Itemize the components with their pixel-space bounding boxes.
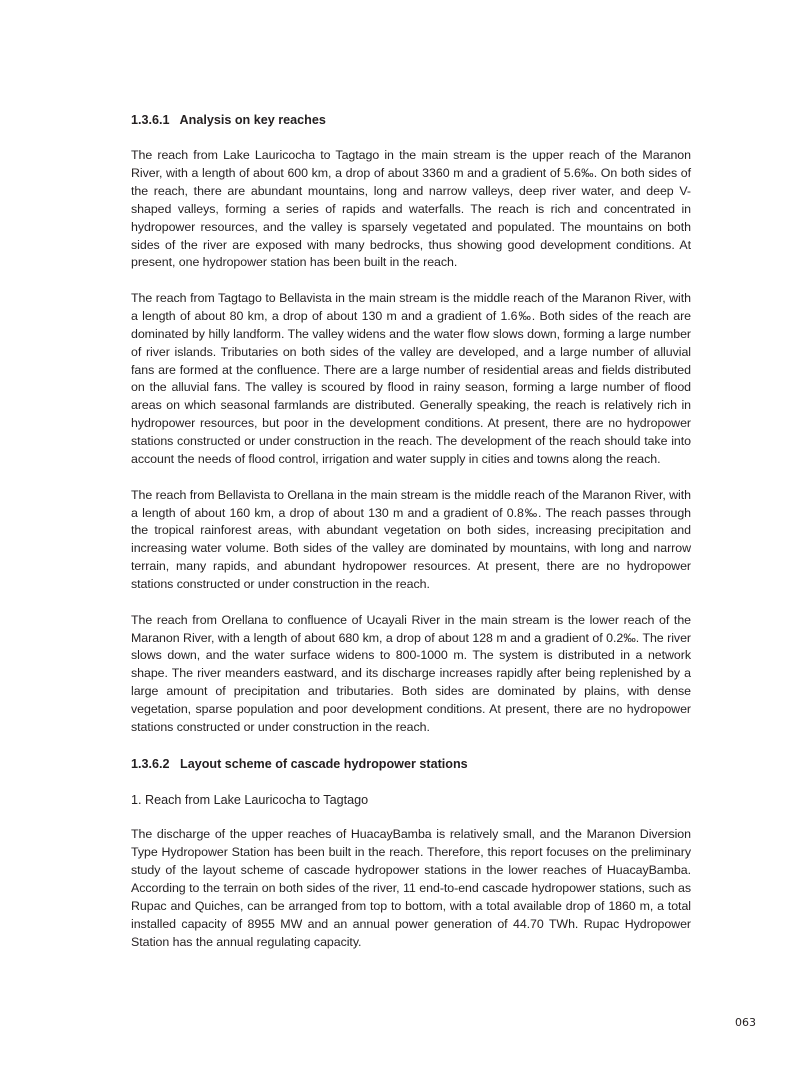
paragraph-upper-reach: The reach from Lake Lauricocha to Tagtago in the main stream is the upper reach of the Maranon River, with a length of about 600 km, a drop of about 3360 m and a gradient of 5.6‰. On both sides of the reach, there are abundant mountains, long and narrow valleys, deep river water, and deep V-shaped valleys, forming a series of rapids and waterfalls. The reach is rich and concentrated in hydropower resources, and the valley is sparsely vegetated and populated. The mountains on both sides of the river are exposed with many bedrocks, thus showing good development conditions. At present, one hydropower station has been built in the reach. (131, 148, 691, 270)
section-title: Analysis on key reaches (179, 113, 326, 127)
page-content (131, 111, 691, 969)
section-heading-1-3-6-1 (131, 111, 691, 129)
section-heading-1-3-6-2 (131, 755, 691, 773)
paragraph-lower-reach: The reach from Orellana to confluence of Ucayali River in the main stream is the lower reach of the Maranon River, with a length of about 680 km, a drop of about 128 m and a gradient of 0.2‰. The river slows down, and the water surface widens to 800-1000 m. The system is distributed in a network shape. The river meanders eastward, and its discharge increases rapidly after being replenished by a large amount of precipitation and tributaries. Both sides are dominated by plains, with dense vegetation, sparse population and poor development conditions. At present, there are no hydropower stations constructed or under construction in the reach. (131, 612, 691, 735)
section-number: 1.3.6.2 (131, 756, 170, 771)
subheading-reach-lauricocha-tagtago: 1. Reach from Lake Lauricocha to Tagtago (131, 792, 369, 807)
section-title: Layout scheme of cascade hydropower stations (180, 756, 468, 771)
paragraph-cascade-layout: The discharge of the upper reaches of HuacayBamba is relatively small, and the Maranon Diversion Type Hydropower Station has been built in the reach. Therefore, this report focuses on the preliminary study of the layout scheme of cascade hydropower stations in the lower reaches of HuacayBamba. According to the terrain on both sides of the river, 11 end-to-end cascade hydropower stations, such as Rupac and Quiches, can be arranged from top to bottom, with a total available drop of 1860 m, a total installed capacity of 8955 MW and an annual power generation of 44.70 TWh. Rupac Hydropower Station has the annual regulating capacity. (131, 827, 691, 949)
section-number: 1.3.6.1 (131, 113, 170, 127)
page-number: 063 (735, 1016, 756, 1029)
paragraph-middle-reach-bellavista-orellana: The reach from Bellavista to Orellana in the main stream is the middle reach of the Maranon River, with a length of about 160 km, a drop of about 130 m and a gradient of 0.8‰. The reach passes through the tropical rainforest areas, with abundant vegetation on both sides, increasing precipitation and increasing water volume. Both sides of the valley are dominated by mountains, with long and narrow terrain, many rapids, and abundant hydropower resources. At present, there are no hydropower stations constructed or under construction in the reach. (131, 487, 691, 592)
paragraph-middle-reach-tagtago-bellavista: The reach from Tagtago to Bellavista in the main stream is the middle reach of the Maranon River, with a length of about 80 km, a drop of about 130 m and a gradient of 1.6‰. Both sides of the reach are dominated by hilly landform. The valley widens and the water flow slows down, forming a large number of river islands. Tributaries on both sides of the valley are developed, and a large number of alluvial fans are formed at the confluence. There are a large number of residential areas and fields distributed on the alluvial fans. The valley is scoured by flood in rainy season, forming a large number of flood areas on which seasonal farmlands are distributed. Generally speaking, the reach is relatively rich in hydropower resources, but poor in the development conditions. At present, there are no hydropower stations constructed or under construction in the reach. The development of the reach should take into account the needs of flood control, irrigation and water supply in cities and towns along the reach. (131, 290, 691, 467)
